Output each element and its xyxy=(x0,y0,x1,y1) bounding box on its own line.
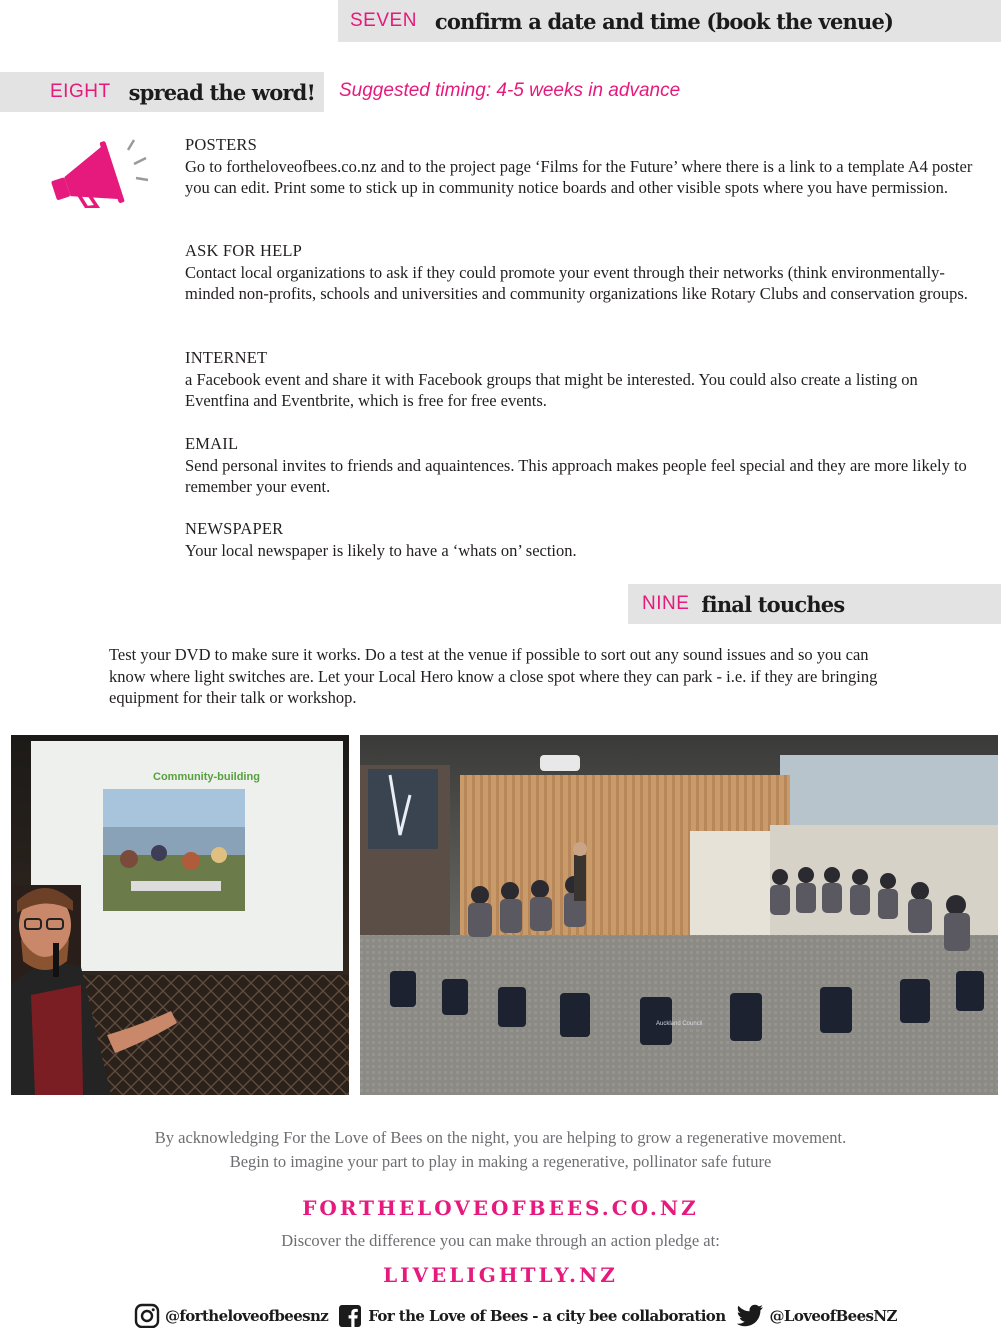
tip-title: POSTERS xyxy=(185,135,258,154)
tip-title: ASK FOR HELP xyxy=(185,241,303,260)
pledge-link[interactable]: LIVELIGHTLY.NZ xyxy=(383,1263,618,1287)
chair-label: Auckland Council xyxy=(656,1021,703,1027)
tip-email xyxy=(185,433,985,498)
tip-title: INTERNET xyxy=(185,348,268,367)
section-number: SEVEN xyxy=(350,10,417,31)
tip-internet xyxy=(185,347,985,412)
tip-title: NEWSPAPER xyxy=(185,519,284,538)
final-touches-text: Test your DVD to make sure it works. Do a test at the venue if possible to sort out any sound issues and so you can know where light switches are. Let your Local Hero know a close spot where they can park - i.e. if they are bringing equipment for their talk or workshop. xyxy=(109,645,878,707)
tip-posters xyxy=(185,134,985,199)
facebook-page[interactable]: For the Love of Bees - a city bee collaboration xyxy=(368,1307,726,1325)
section-title: final touches xyxy=(701,591,845,617)
instagram-handle[interactable]: @fortheloveofbeesnz xyxy=(165,1307,329,1325)
section-title: confirm a date and time (book the venue) xyxy=(434,8,894,34)
tip-newspaper xyxy=(185,518,985,561)
photo-speaker xyxy=(11,735,349,1095)
ack-line-2: Begin to imagine your part to play in making a regenerative, pollinator safe future xyxy=(229,1152,772,1171)
tip-ask-for-help xyxy=(185,240,985,305)
tip-body: Go to fortheloveofbees.co.nz and to the project page ‘Films for the Future’ where there is a link to a template A4 poster you can edit. Print some to stick up in community notice boards and other visible spots where you have permission. xyxy=(185,156,973,197)
instagram-icon[interactable] xyxy=(134,1303,160,1328)
acknowledgement xyxy=(0,1126,1001,1174)
photo-audience xyxy=(360,735,998,1095)
section-seven-header xyxy=(338,0,1001,42)
twitter-handle[interactable]: @LoveofBeesNZ xyxy=(769,1307,897,1325)
section-number: EIGHT xyxy=(50,81,111,102)
ack-line-1: By acknowledging For the Love of Bees on the night, you are helping to grow a regenerative movement. xyxy=(154,1128,847,1147)
section-eight-header xyxy=(0,72,324,112)
suggested-timing: Suggested timing: 4-5 weeks in advance xyxy=(339,80,681,101)
megaphone-icon xyxy=(44,138,150,208)
slide-title: Community-building xyxy=(153,771,260,783)
tip-body: Contact local organizations to ask if they could promote your event through their networks (think environmentally-minded non-profits, schools and universities and community organizations like Rotary Clubs and conservation groups. xyxy=(185,262,968,303)
tip-body: Your local newspaper is likely to have a ‘whats on’ section. xyxy=(185,540,577,560)
facebook-icon[interactable] xyxy=(338,1304,362,1328)
tip-title: EMAIL xyxy=(185,434,239,453)
website-link[interactable]: FORTHELOVEOFBEES.CO.NZ xyxy=(302,1196,699,1220)
tip-body: Send personal invites to friends and aquaintences. This approach makes people feel special and they are more likely to remember your event. xyxy=(185,455,967,496)
twitter-icon[interactable] xyxy=(736,1304,764,1328)
section-title: spread the word! xyxy=(128,79,315,105)
section-nine-header xyxy=(628,584,1001,624)
section-number: NINE xyxy=(642,593,690,614)
tip-body: a Facebook event and share it with Facebook groups that might be interested. You could also create a listing on Eventfina and Eventbrite, which is free for free events. xyxy=(185,369,918,410)
social-bar xyxy=(134,1302,897,1328)
pledge-intro: Discover the difference you can make through an action pledge at: xyxy=(281,1231,720,1250)
